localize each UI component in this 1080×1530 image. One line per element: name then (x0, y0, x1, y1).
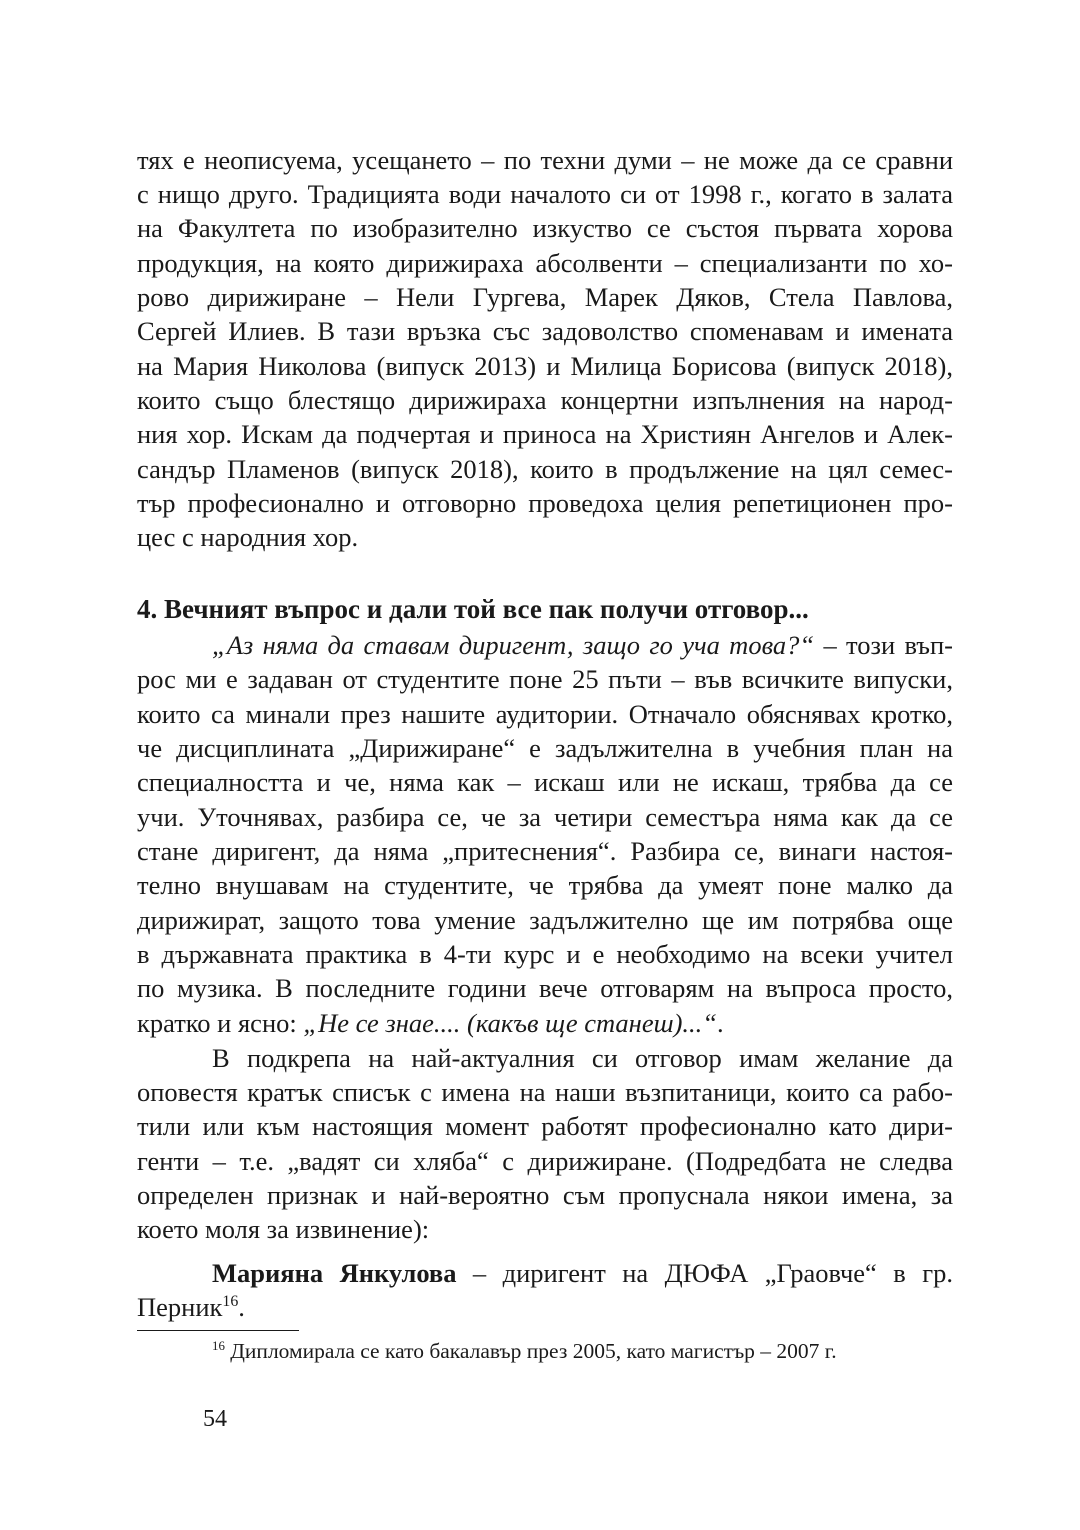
text-line: стане диригент, да няма „притеснения“. Разбира се, винаги настоя- (137, 836, 953, 866)
text-line: което моля за извинение): (137, 1214, 430, 1244)
page-number: 54 (203, 1406, 227, 1432)
text-line: сандър Пламенов (випуск 2018), които в продължение на цял семес- (137, 454, 953, 484)
text-line: по музика. В последните години вече отговарям на въпроса просто, (137, 973, 953, 1003)
text-span: . (238, 1292, 245, 1322)
text-line: определен признак и най-вероятно съм пропуснала някои имена, за (137, 1180, 953, 1210)
footnote-number: 16 (212, 1338, 225, 1353)
text-line: дирижират, защото това умение задължително ще им потрябва още (137, 905, 953, 935)
text-span: . (717, 1008, 724, 1038)
text-line: рос ми е задаван от студентите поне 25 пъти – във всичките випуски, (137, 664, 953, 694)
text-line: оповестя кратък списък с имена на наши възпитаници, които са рабо- (137, 1077, 953, 1107)
footnote-reference[interactable]: 16 (222, 1293, 239, 1311)
text-line (212, 628, 953, 662)
quote-text: „Не се знае.... (какъв ще станеш)...“ (303, 1008, 718, 1038)
text-line: на Мария Николова (випуск 2013) и Милица Борисова (випуск 2018), (137, 351, 953, 381)
quote-text: „Аз няма да ставам диригент, защо го уча това?“ (212, 630, 815, 660)
text-line: с нищо друго. Традицията води началото си от 1998 г., когато в залата (137, 179, 953, 209)
text-line: тили или към настоящия момент работят професионално като дири- (137, 1111, 953, 1141)
text-line: рово дирижиране – Нели Гургева, Марек Дяков, Стела Павлова, (137, 282, 953, 312)
section-heading: 4. Вечният въпрос и дали той все пак получи отговор... (137, 594, 809, 624)
text-line (137, 1006, 953, 1040)
footnote-separator (137, 1330, 299, 1331)
text-line: които също блестящо дирижираха концертни изпълнения на народ- (137, 385, 953, 415)
text-line (137, 1290, 953, 1324)
person-name: Марияна Янкулова (212, 1258, 457, 1288)
text-span: – този въп- (814, 630, 953, 660)
text-line: които са минали през нашите аудитории. Отначало обяснявах кротко, (137, 699, 953, 729)
footnote-text: Дипломирала се като бакалавър през 2005, като магистър – 2007 г. (224, 1339, 837, 1363)
text-line: Сергей Илиев. В тази връзка със задоволство споменавам и имената (137, 316, 953, 346)
text-span: кратко и ясно: (137, 1008, 304, 1038)
text-line: в държавната практика в 4-ти курс и е необходимо на всеки учител (137, 939, 953, 969)
text-line: генти – т.е. „вадят си хляба“ с дирижиране. (Подредбата не следва (137, 1146, 953, 1176)
text-line: телно внушавам на студентите, че трябва да умеят поне малко да (137, 870, 953, 900)
text-line (212, 1256, 953, 1290)
text-line: В подкрепа на най-актуалния си отговор имам желание да (212, 1043, 953, 1073)
footnote (212, 1336, 953, 1366)
text-line: че дисциплината „Дирижиране“ е задължителна в учебния план на (137, 733, 953, 763)
text-line: учи. Уточнявах, разбира се, че за четири семестъра няма как да се (137, 802, 953, 832)
text-line: продукция, на която дирижираха абсолвенти – специализанти по хо- (137, 248, 953, 278)
text-span: Перник (137, 1292, 223, 1322)
text-line: тях е неописуема, усещането – по техни думи – не може да се сравни (137, 145, 953, 175)
text-span: – диригент на ДЮФА „Граовче“ в гр. (456, 1258, 953, 1288)
text-line: специалността и че, няма как – искаш или не искаш, трябва да се (137, 767, 953, 797)
text-line: цес с народния хор. (137, 522, 359, 552)
text-line: ния хор. Искам да подчертая и приноса на Християн Ангелов и Алек- (137, 419, 953, 449)
text-line: на Факултета по изобразително изкуство се състоя първата хорова (137, 213, 953, 243)
text-line: тър професионално и отговорно проведоха целия репетиционен про- (137, 488, 953, 518)
